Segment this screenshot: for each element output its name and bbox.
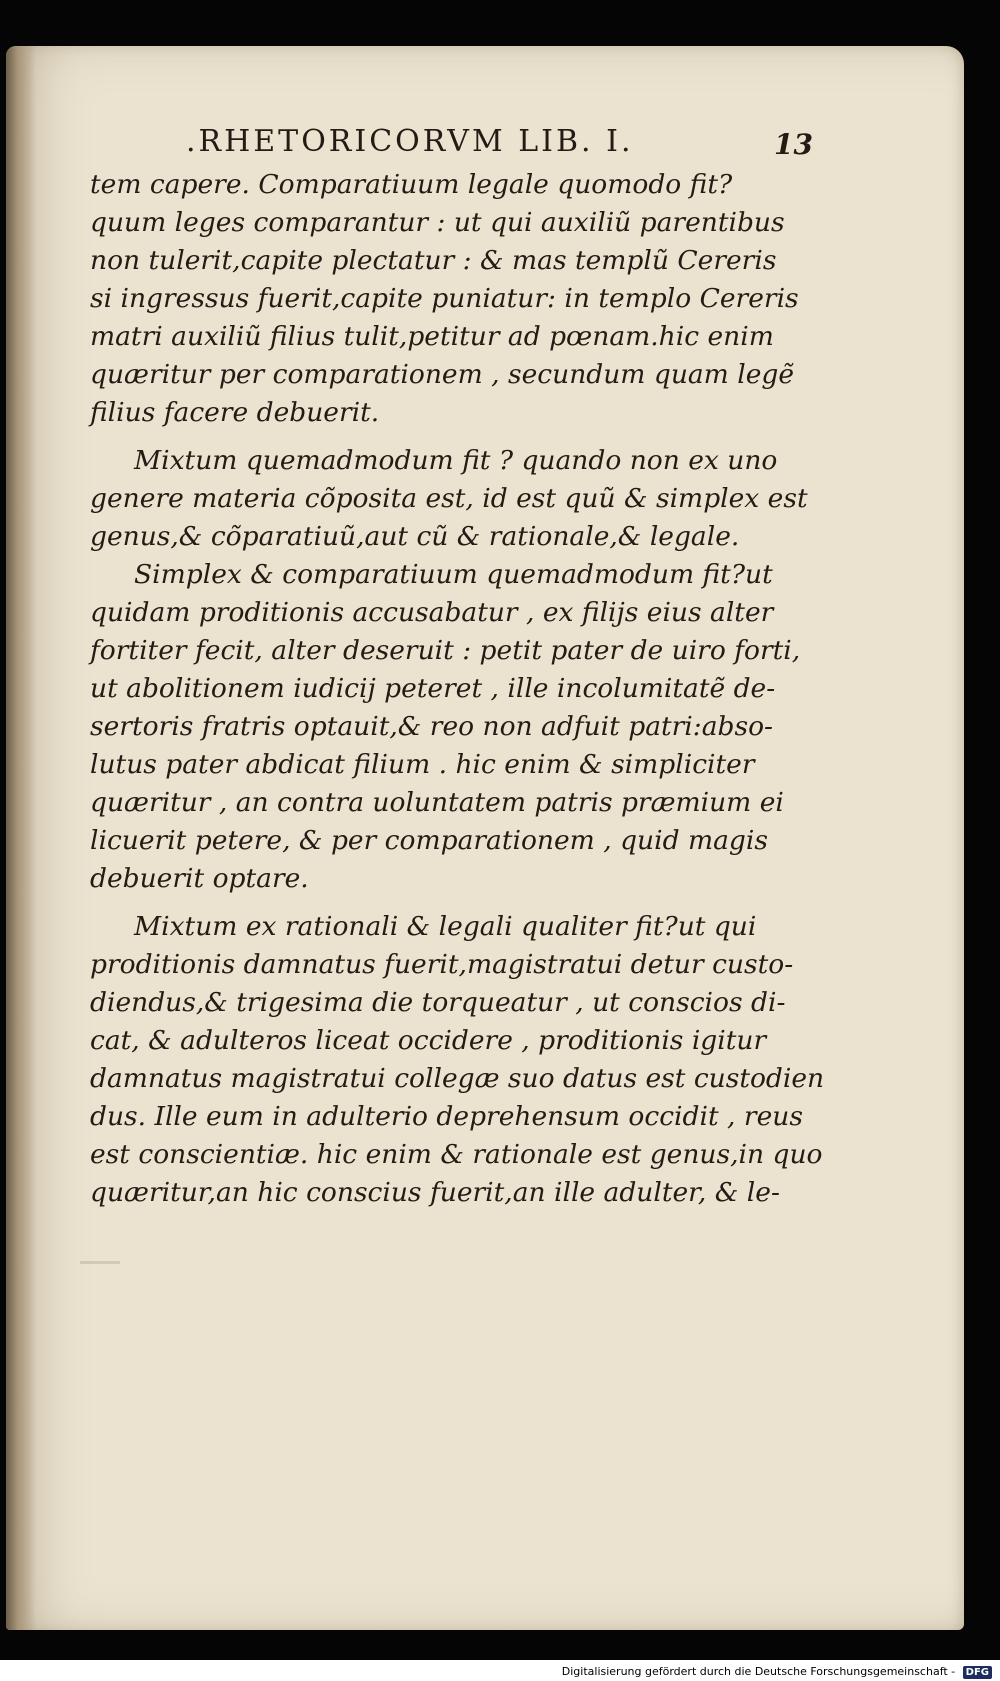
- digitization-credit: [562, 1664, 992, 1680]
- page-gutter-shadow: [6, 46, 36, 1630]
- body-text: [90, 166, 825, 1212]
- text-line: quæritur per comparationem , secundum quam legẽ: [90, 359, 795, 390]
- text-line: filius facere debuerit.: [90, 397, 380, 428]
- text-line: matri auxiliũ filius tulit,petitur ad pœnam.hic enim: [90, 321, 774, 352]
- text-line: genus,& cõparatiuũ,aut cũ & rationale,& legale.: [90, 521, 740, 552]
- text-line: proditionis damnatus fuerit,magistratui detur custo-: [90, 949, 794, 980]
- text-line: damnatus magistratui collegæ suo datus est custodien: [90, 1063, 825, 1094]
- text-line: Mixtum ex rationali & legali qualiter fit?ut qui: [134, 911, 757, 942]
- page-header: [156, 124, 876, 164]
- text-line: quidam proditionis accusabatur , ex filijs eius alter: [90, 597, 774, 628]
- text-line: tem capere. Comparatiuum legale quomodo fit?: [90, 169, 733, 200]
- text-line: lutus pater abdicat filium . hic enim & simpliciter: [90, 749, 755, 780]
- running-head: .RHETORICORVM LIB. I.: [186, 124, 634, 159]
- credit-text: Digitalisierung gefördert durch die Deutsche Forschungsgemeinschaft -: [561, 1665, 956, 1678]
- page-number: 13: [774, 128, 813, 161]
- text-line: est conscientiæ. hic enim & rationale est genus,in quo: [90, 1139, 823, 1170]
- bleed-through-mark: [80, 1231, 120, 1264]
- text-line: non tulerit,capite plectatur : & mas templũ Cereris: [90, 245, 777, 276]
- text-line: sertoris fratris optauit,& reo non adfuit patri:abso-: [90, 711, 773, 742]
- book-page: [6, 46, 964, 1630]
- text-line: debuerit optare.: [90, 863, 309, 894]
- text-line: genere materia cõposita est, id est quũ & simplex est: [90, 483, 808, 514]
- text-line: dus. Ille eum in adulterio deprehensum occidit , reus: [90, 1101, 803, 1132]
- dfg-logo: DFG: [963, 1666, 992, 1679]
- text-line: quæritur , an contra uoluntatem patris præmium ei: [90, 787, 784, 818]
- text-line: cat, & adulteros liceat occidere , proditionis igitur: [90, 1025, 767, 1056]
- text-line: quum leges comparantur : ut qui auxiliũ parentibus: [90, 207, 785, 238]
- text-line: quæritur,an hic conscius fuerit,an ille adulter, & le-: [90, 1177, 780, 1208]
- text-line: Mixtum quemadmodum fit ? quando non ex uno: [134, 445, 778, 476]
- text-line: ut abolitionem iudicij peteret , ille incolumitatẽ de-: [90, 673, 776, 704]
- text-line: diendus,& trigesima die torqueatur , ut conscios di-: [90, 987, 786, 1018]
- text-line: Simplex & comparatiuum quemadmodum fit?ut: [134, 559, 773, 590]
- text-line: fortiter fecit, alter deseruit : petit pater de uiro forti,: [90, 635, 801, 666]
- text-line: licuerit petere, & per comparationem , quid magis: [90, 825, 768, 856]
- text-line: si ingressus fuerit,capite puniatur: in templo Cereris: [90, 283, 799, 314]
